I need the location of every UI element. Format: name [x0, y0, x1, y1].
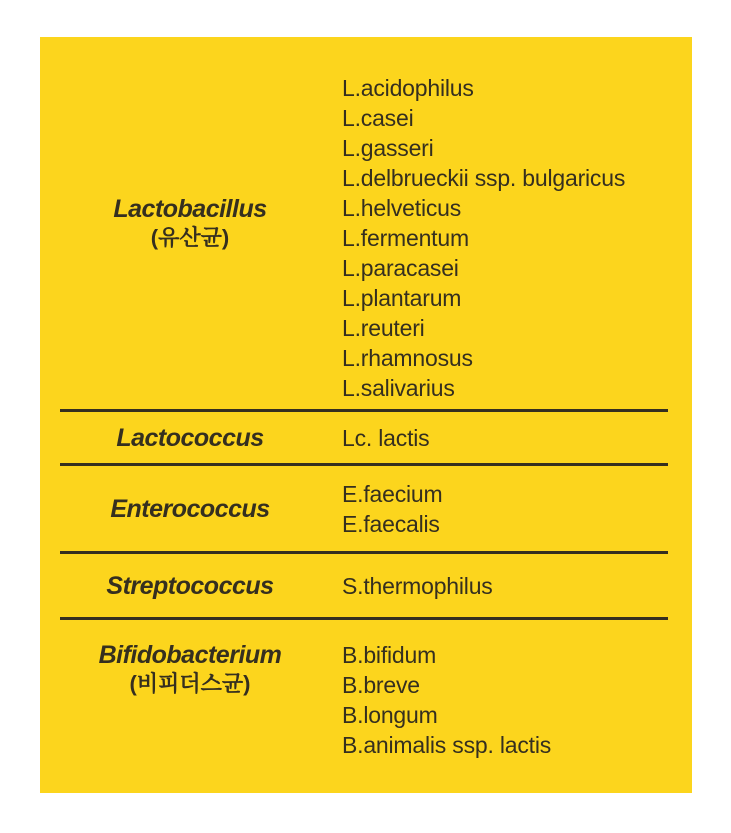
genus-name: Enterococcus: [110, 494, 270, 523]
species-cell: [340, 620, 692, 760]
table-row: [40, 620, 692, 793]
species-cell: [340, 37, 692, 403]
species-name: B.animalis ssp. lactis: [342, 732, 552, 758]
species-name: B.breve: [342, 672, 420, 698]
probiotics-table: [40, 37, 692, 793]
genus-name: Lactobacillus: [113, 195, 267, 223]
genus-name: Lactococcus: [116, 423, 264, 452]
species-cell: [340, 571, 692, 601]
species-name: L.reuteri: [342, 315, 425, 341]
species-name: L.casei: [342, 105, 414, 131]
genus-name: Bifidobacterium: [98, 641, 282, 669]
genus-name: Streptococcus: [106, 571, 274, 600]
species-name: L.plantarum: [342, 285, 462, 311]
species-name: E.faecium: [342, 480, 443, 507]
species-cell: [340, 423, 692, 453]
species-name: Lc. lactis: [342, 424, 430, 451]
table-row: [40, 466, 692, 551]
table-row: [40, 412, 692, 463]
species-name: L.acidophilus: [342, 75, 474, 101]
species-name: L.gasseri: [342, 135, 434, 161]
genus-korean-name: (유산균): [150, 225, 230, 250]
genus-cell: [40, 423, 340, 453]
species-name: S.thermophilus: [342, 572, 493, 599]
genus-cell: [40, 194, 340, 252]
species-name: B.bifidum: [342, 642, 437, 668]
genus-cell: [40, 571, 340, 601]
species-name: L.helveticus: [342, 195, 462, 221]
species-name: L.paracasei: [342, 255, 459, 281]
table-row: [40, 554, 692, 617]
species-name: E.faecalis: [342, 510, 440, 537]
species-name: L.rhamnosus: [342, 345, 473, 371]
table-row: [40, 37, 692, 409]
species-name: B.longum: [342, 702, 438, 728]
species-name: L.fermentum: [342, 225, 469, 251]
species-name: L.delbrueckii ssp. bulgaricus: [342, 165, 626, 191]
genus-cell: [40, 494, 340, 524]
species-name: L.salivarius: [342, 375, 455, 401]
species-cell: [340, 479, 692, 539]
genus-korean-name: (비피더스균): [129, 671, 251, 696]
genus-cell: [40, 620, 340, 698]
